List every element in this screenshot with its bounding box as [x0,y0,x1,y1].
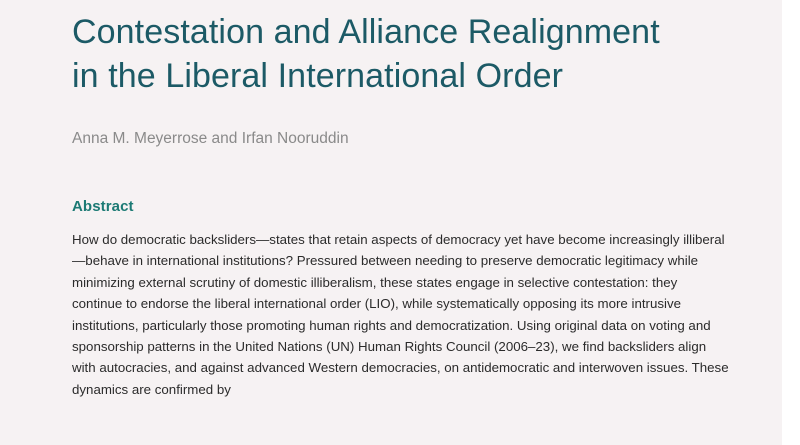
abstract-text: How do democratic backsliders—states that retain aspects of democracy yet have become increasingly illiberal—behave in international institutions? Pressured between needing to preserve democratic legitimacy while minimizing external scrutiny of domestic illiberalism, these states engage in selective contestation: they continue to endorse the liberal international order (LIO), while systematically opposing its more intrusive institutions, particularly those promoting human rights and democratization. Using original data on voting and sponsorship patterns in the United Nations (UN) Human Rights Council (2006–23), we find backsliders align with autocracies, and against advanced Western democracies, on antidemocratic and interwoven issues. These dynamics are confirmed by [72,232,729,397]
author-list: Anna M. Meyerrose and Irfan Nooruddin [72,130,349,147]
page-title: Contestation and Alliance Realignment in the Liberal International Order [72,13,660,95]
page-right-margin [782,0,800,445]
paper-content [72,0,732,400]
abstract-heading: Abstract [72,198,134,215]
